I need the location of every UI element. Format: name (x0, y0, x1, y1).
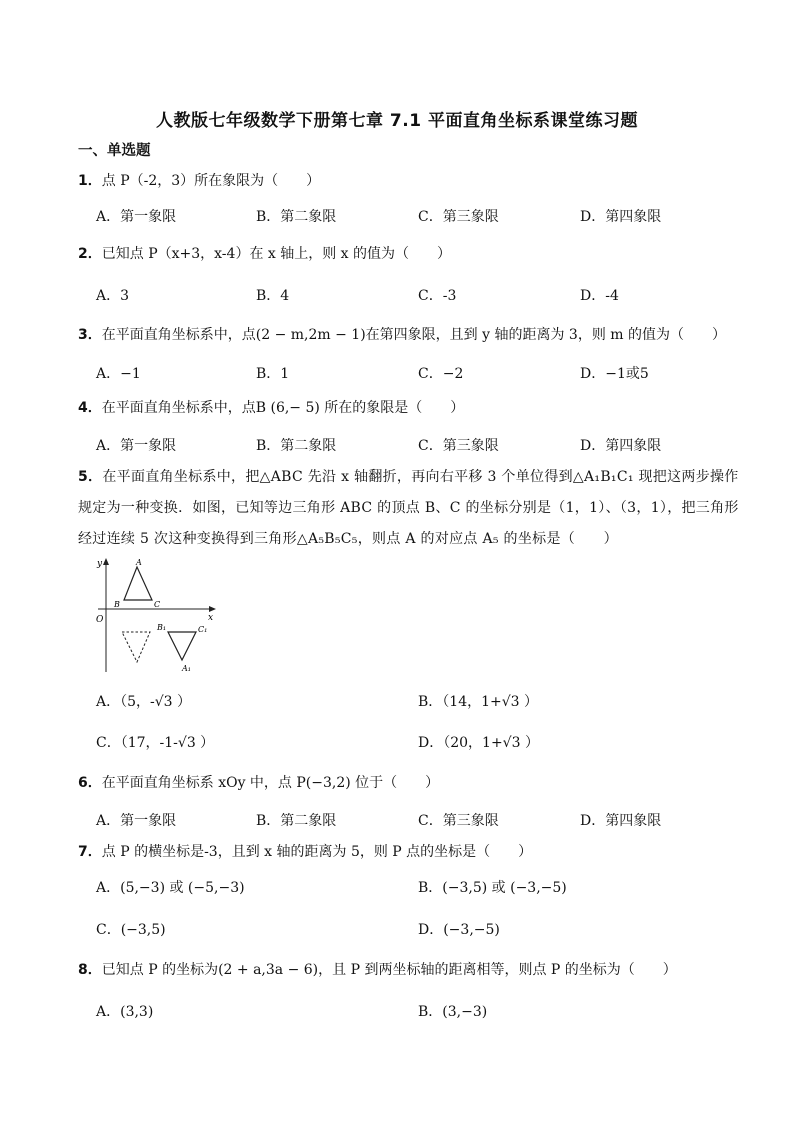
question-text: 已知点 P（x+3，x-4）在 x 轴上，则 x 的值为（ ） (101, 246, 452, 262)
question-8 (78, 960, 677, 980)
option-a[interactable]: A．(5,−3) 或 (−5,−3) (96, 880, 245, 896)
point-c-label: C (154, 600, 161, 609)
point-b-label: B (114, 600, 120, 609)
question-text: 已知点 P 的坐标为(2 + a,3a − 6)，且 P 到两坐标轴的距离相等，则点 P 的坐标为（ ） (101, 962, 677, 978)
reflected-triangle (122, 632, 150, 662)
page-title: 人教版七年级数学下册第七章 7.1 平面直角坐标系课堂练习题 (156, 111, 638, 131)
question-text: 点 P 的横坐标是-3，且到 x 轴的距离为 5，则 P 点的坐标是（ ） (101, 844, 533, 860)
option-a[interactable]: A．第一象限 (96, 813, 177, 829)
question-number: 1． (78, 173, 102, 189)
option-c[interactable]: C．第三象限 (418, 438, 499, 454)
option-a[interactable]: A．第一象限 (96, 438, 177, 454)
option-d[interactable]: D．第四象限 (580, 209, 662, 225)
option-b[interactable]: B．（14，1+√3 ） (418, 694, 539, 710)
option-b[interactable]: B．第二象限 (256, 813, 337, 829)
option-c[interactable]: C．第三象限 (418, 813, 499, 829)
question-number: 2． (78, 246, 102, 262)
option-c[interactable]: C．−2 (418, 366, 464, 382)
question-text: 在平面直角坐标系中，点(2 − m,2m − 1)在第四象限，且到 y 轴的距离为 3，则 m 的值为（ ） (101, 327, 726, 343)
question-number: 4． (78, 400, 102, 416)
option-d[interactable]: D．(−3,−5) (418, 922, 500, 938)
question-6 (78, 773, 439, 793)
question-4 (78, 398, 464, 418)
question-text: 在平面直角坐标系 xOy 中，点 P(−3,2) 位于（ ） (101, 775, 440, 791)
option-c[interactable]: C．（17，-1-√3 ） (96, 735, 215, 751)
option-b[interactable]: B．第二象限 (256, 438, 337, 454)
option-d[interactable]: D．第四象限 (580, 813, 662, 829)
question-7 (78, 842, 532, 862)
origin-label: O (96, 615, 104, 625)
option-d[interactable]: D．（20，1+√3 ） (418, 735, 539, 751)
question-number: 8． (78, 962, 102, 978)
question-number: 7． (78, 844, 102, 860)
y-axis-arrow-icon (103, 558, 109, 565)
option-d[interactable]: D．第四象限 (580, 438, 662, 454)
point-a1-label: A₁ (182, 664, 191, 673)
option-a[interactable]: A．−1 (96, 366, 141, 382)
section-heading: 一、单选题 (78, 143, 151, 159)
triangle-abc (124, 567, 152, 600)
option-b[interactable]: B．第二象限 (256, 209, 337, 225)
x-axis-arrow-icon (209, 606, 216, 612)
option-d[interactable]: D．−1或5 (580, 366, 649, 382)
triangle-a1b1c1 (168, 632, 196, 660)
option-a[interactable]: A．3 (96, 288, 130, 304)
point-c1-label: C₁ (198, 625, 208, 634)
option-c[interactable]: C．-3 (418, 288, 457, 304)
option-a[interactable]: A．(3,3) (96, 1004, 154, 1020)
option-a[interactable]: A．第一象限 (96, 209, 177, 225)
point-b1-label: B₁ (157, 623, 167, 632)
question-1 (78, 171, 320, 191)
option-b[interactable]: B．4 (256, 288, 290, 304)
option-c[interactable]: C．(−3,5) (96, 922, 166, 938)
x-axis-label: x (208, 613, 214, 623)
option-d[interactable]: D．-4 (580, 288, 619, 304)
question-text: 在平面直角坐标系中，把△ABC 先沿 x 轴翻折，再向右平移 3 个单位得到△A₁B₁C₁ 现把这两步操作规定为一种变换．如图，已知等边三角形 ABC 的顶点 B、C 的坐标分别是（1，1）、（3，1），把三角形经过连续 5 次这种变换得到三角形△A₅B₅C₅，则点 A 的对应点 A₅ 的坐标是（ ） (78, 469, 739, 547)
option-b[interactable]: B．(3,−3) (418, 1004, 488, 1020)
transformation-figure (92, 556, 218, 676)
question-number: 5． (78, 469, 103, 485)
question-text: 在平面直角坐标系中，点B (6,− 5) 所在的象限是（ ） (101, 400, 465, 416)
question-number: 3． (78, 327, 102, 343)
y-axis-label: y (97, 559, 103, 569)
option-a[interactable]: A．（5，-√3 ） (96, 694, 192, 710)
option-b[interactable]: B．1 (256, 366, 290, 382)
option-b[interactable]: B．(−3,5) 或 (−3,−5) (418, 880, 567, 896)
question-text: 点 P（-2，3）所在象限为（ ） (101, 173, 321, 189)
option-c[interactable]: C．第三象限 (418, 209, 499, 225)
question-number: 6． (78, 775, 102, 791)
question-5 (78, 462, 750, 555)
question-2 (78, 244, 451, 264)
question-3 (78, 325, 726, 345)
point-a-label: A (136, 558, 142, 567)
